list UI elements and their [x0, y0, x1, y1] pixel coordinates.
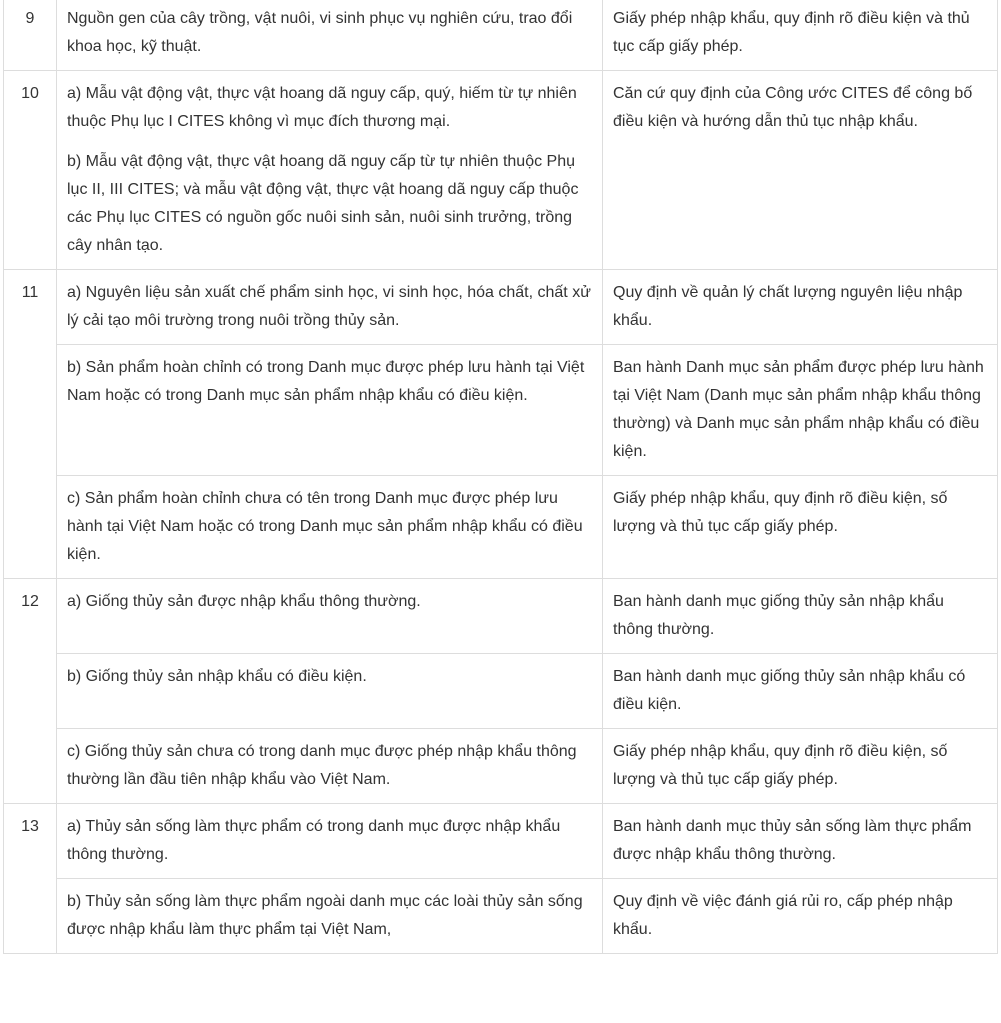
requirement-cell — [603, 71, 998, 270]
row-number: 13 — [4, 804, 57, 954]
table-row — [4, 579, 998, 654]
requirement-text: Ban hành danh mục giống thủy sản nhập khẩu thông thường. — [613, 593, 944, 638]
requirement-cell — [603, 654, 998, 729]
goods-cell — [57, 0, 603, 71]
goods-cell — [57, 654, 603, 729]
goods-cell — [57, 476, 603, 579]
goods-description: b) Mẫu vật động vật, thực vật hoang dã nguy cấp từ tự nhiên thuộc Phụ lục II, III CITES; và mẫu vật động vật, thực vật hoang dã nguy cấp thuộc các Phụ lục CITES có nguồn gốc nuôi sinh sản, nuôi sinh trưởng, trồng cây nhân tạo. — [67, 153, 579, 254]
requirement-text: Giấy phép nhập khẩu, quy định rõ điều kiện và thủ tục cấp giấy phép. — [613, 10, 970, 55]
goods-description: c) Giống thủy sản chưa có trong danh mục được phép nhập khẩu thông thường lần đầu tiên nhập khẩu vào Việt Nam. — [67, 743, 577, 788]
regulation-table-body — [4, 0, 998, 954]
requirement-cell — [603, 270, 998, 345]
table-row — [4, 270, 998, 345]
requirement-text: Ban hành danh mục giống thủy sản nhập khẩu có điều kiện. — [613, 668, 966, 713]
goods-description: c) Sản phẩm hoàn chỉnh chưa có tên trong Danh mục được phép lưu hành tại Việt Nam hoặc có trong Danh mục sản phẩm nhập khẩu có điều kiện. — [67, 490, 583, 563]
table-row — [4, 345, 998, 476]
row-number: 12 — [4, 579, 57, 804]
table-row — [4, 879, 998, 954]
table-row — [4, 654, 998, 729]
goods-description: a) Giống thủy sản được nhập khẩu thông thường. — [67, 593, 421, 610]
requirement-text: Ban hành danh mục thủy sản sống làm thực phẩm được nhập khẩu thông thường. — [613, 818, 972, 863]
goods-description: b) Giống thủy sản nhập khẩu có điều kiện. — [67, 668, 367, 685]
requirement-text: Ban hành Danh mục sản phẩm được phép lưu hành tại Việt Nam (Danh mục sản phẩm nhập khẩu thông thường) và Danh mục sản phẩm nhập khẩu có điều kiện. — [613, 359, 984, 460]
requirement-text: Quy định về việc đánh giá rủi ro, cấp phép nhập khẩu. — [613, 893, 953, 938]
requirement-cell — [603, 476, 998, 579]
goods-cell — [57, 71, 603, 270]
regulation-table — [3, 0, 998, 954]
table-row — [4, 476, 998, 579]
goods-cell — [57, 579, 603, 654]
goods-cell — [57, 879, 603, 954]
goods-description: a) Thủy sản sống làm thực phẩm có trong danh mục được nhập khẩu thông thường. — [67, 818, 561, 863]
requirement-text: Quy định về quản lý chất lượng nguyên liệu nhập khẩu. — [613, 284, 963, 329]
requirement-cell — [603, 345, 998, 476]
goods-description: b) Sản phẩm hoàn chỉnh có trong Danh mục được phép lưu hành tại Việt Nam hoặc có trong Danh mục sản phẩm nhập khẩu có điều kiện. — [67, 359, 585, 404]
goods-description: a) Mẫu vật động vật, thực vật hoang dã nguy cấp, quý, hiếm từ tự nhiên thuộc Phụ lục I CITES không vì mục đích thương mại. — [67, 85, 577, 130]
goods-cell — [57, 729, 603, 804]
goods-cell — [57, 345, 603, 476]
requirement-cell — [603, 879, 998, 954]
requirement-text: Giấy phép nhập khẩu, quy định rõ điều kiện, số lượng và thủ tục cấp giấy phép. — [613, 490, 948, 535]
goods-description: b) Thủy sản sống làm thực phẩm ngoài danh mục các loài thủy sản sống được nhập khẩu làm thực phẩm tại Việt Nam, — [67, 893, 583, 938]
requirement-text: Giấy phép nhập khẩu, quy định rõ điều kiện, số lượng và thủ tục cấp giấy phép. — [613, 743, 948, 788]
goods-cell — [57, 270, 603, 345]
requirement-cell — [603, 804, 998, 879]
table-row — [4, 729, 998, 804]
goods-cell — [57, 804, 603, 879]
row-number: 11 — [4, 270, 57, 579]
table-row — [4, 804, 998, 879]
table-row — [4, 0, 998, 71]
table-row — [4, 71, 998, 270]
requirement-text: Căn cứ quy định của Công ước CITES để công bố điều kiện và hướng dẫn thủ tục nhập khẩu. — [613, 85, 973, 130]
requirement-cell — [603, 579, 998, 654]
requirement-cell — [603, 0, 998, 71]
goods-description: Nguồn gen của cây trồng, vật nuôi, vi sinh phục vụ nghiên cứu, trao đổi khoa học, kỹ thuật. — [67, 10, 573, 55]
row-number: 9 — [4, 0, 57, 71]
goods-description: a) Nguyên liệu sản xuất chế phẩm sinh học, vi sinh học, hóa chất, chất xử lý cải tạo môi trường trong nuôi trồng thủy sản. — [67, 284, 591, 329]
row-number: 10 — [4, 71, 57, 270]
requirement-cell — [603, 729, 998, 804]
